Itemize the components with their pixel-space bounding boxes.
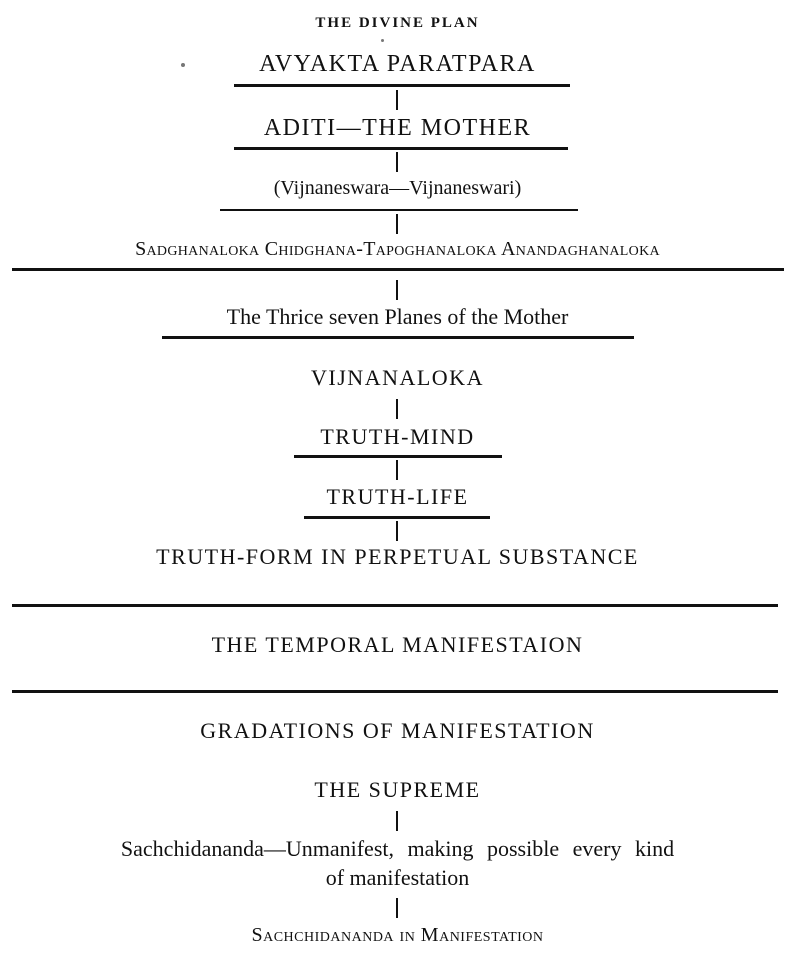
connector-line [396,280,398,300]
connector-line [396,460,398,480]
truth-form: TRUTH-FORM IN PERPETUAL SUBSTANCE [156,544,639,569]
underline-rule [162,336,634,339]
underline-rule [304,516,490,519]
connector-line [396,521,398,541]
avyakta-paratpara: AVYAKTA PARATPARA [259,51,536,77]
page-heading: THE DIVINE PLAN [315,15,480,31]
sachchidananda-unmanifest-line1: Sachchidananda—Unmanifest, making possible every kind [120,836,675,861]
temporal-manifestation: THE TEMPORAL MANIFESTAION [211,632,584,657]
full-rule [12,268,784,271]
connector-line [396,214,398,234]
connector-line [396,399,398,419]
section-rule [12,604,778,607]
section-rule [12,690,778,693]
underline-rule [220,209,578,211]
thrice-seven-planes: The Thrice seven Planes of the Mother [226,304,569,329]
sadghanaloka-planes: Sadghanaloka Chidghana-Tapoghanaloka Anandaghanaloka [135,238,660,260]
sachchidananda-unmanifest-line2: of manifestation [325,865,470,890]
underline-rule [234,84,570,87]
underline-rule [234,147,568,150]
truth-mind: TRUTH-MIND [320,424,475,449]
connector-line [396,898,398,918]
gradations-title: GRADATIONS OF MANIFESTATION [200,718,595,743]
connector-line [396,152,398,172]
truth-life: TRUTH-LIFE [326,484,469,509]
connector-line [396,811,398,831]
vijnaneswara-vijnaneswari: (Vijnaneswara—Vijnaneswari) [273,177,522,199]
connector-line [396,90,398,110]
speck-mark [381,39,384,42]
vijnanaloka: VIJNANALOKA [311,365,484,390]
the-supreme: THE SUPREME [314,777,481,802]
aditi-the-mother: ADITI—THE MOTHER [263,115,532,141]
underline-rule [294,455,502,458]
sachchidananda-in-manifestation: Sachchidananda in Manifestation [251,924,544,946]
